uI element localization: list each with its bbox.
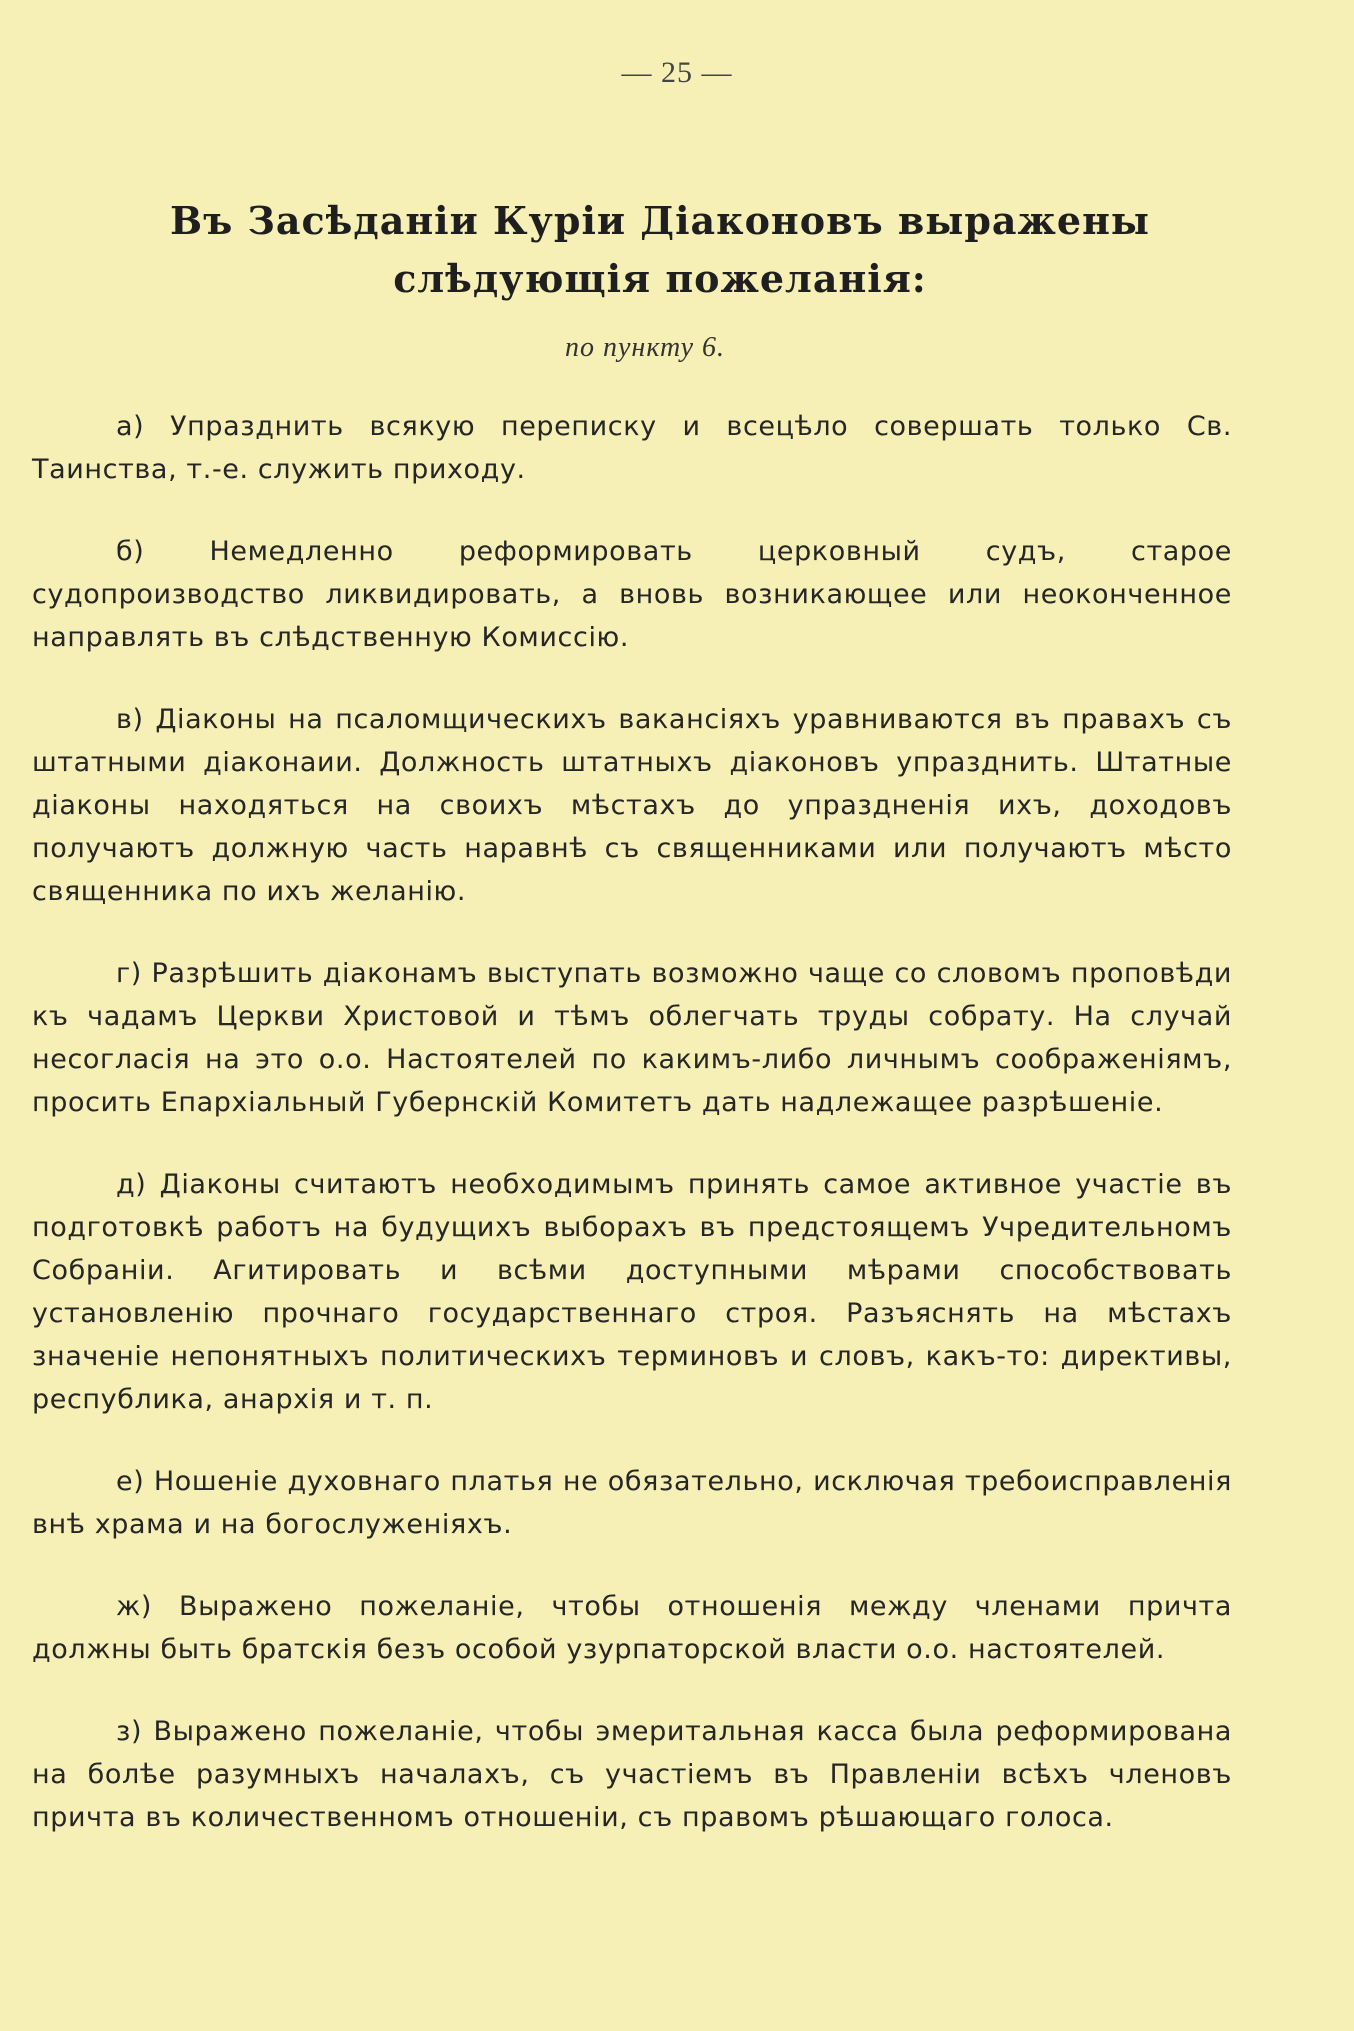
document-title xyxy=(60,192,1260,308)
resolution-item-z: з) Выражено пожеланіе, чтобы эмеритальная касса была реформирована на болѣе разумныхъ началахъ, съ участіемъ въ Правленіи всѣхъ членовъ причта въ количественномъ отношеніи, съ правомъ рѣшающаго голоса. xyxy=(32,1716,1232,1833)
resolution-item-e: е) Ношеніе духовнаго платья не обязательно, исключая требоисправленія внѣ храма и на богослуженіяхъ. xyxy=(32,1466,1232,1540)
resolution-item-v: в) Діаконы на псаломщическихъ вакансіяхъ уравниваются въ правахъ съ штатными діаконаии. Должность штатныхъ діаконовъ упразднить. Штатные діаконы находяться на своихъ мѣстахъ до упраздненія ихъ, доходовъ получаютъ должную часть наравнѣ съ священниками или получаютъ мѣсто священника по ихъ желанію. xyxy=(32,704,1232,907)
resolution-item-b: б) Немедленно реформировать церковный судъ, старое судопроизводство ликвидировать, а вновь возникающее или неоконченное направлять въ слѣдственную Комиссію. xyxy=(32,536,1232,653)
resolutions-list xyxy=(32,405,1232,1878)
section-subtitle: по пункту 6. xyxy=(565,332,725,363)
resolution-item-g: г) Разрѣшить діаконамъ выступать возможно чаще со словомъ проповѣди къ чадамъ Церкви Христовой и тѣмъ облегчать труды собрату. На случай несогласія на это о.о. Настоятелей по какимъ-либо личнымъ соображеніямъ, просить Епархіальный Губернскій Комитетъ дать надлежащее разрѣшеніе. xyxy=(32,958,1232,1118)
title-line-1: Въ Засѣданіи Куріи Діаконовъ выражены xyxy=(169,198,1151,243)
resolution-item-a: а) Упразднить всякую переписку и всецѣло совершать только Св. Таинства, т.-е. служить приходу. xyxy=(32,411,1232,485)
page-number: — 25 — xyxy=(621,56,733,89)
resolution-item-d: д) Діаконы считаютъ необходимымъ принять самое активное участіе въ подготовкѣ работъ на будущихъ выборахъ въ предстоящемъ Учредительномъ Собраніи. Агитировать и всѣми доступными мѣрами способствовать установленію прочнаго государственнаго строя. Разъяснять на мѣстахъ значеніе непонятныхъ политическихъ терминовъ и словъ, какъ-то: директивы, республика, анархія и т. п. xyxy=(32,1169,1232,1415)
resolution-item-zh: ж) Выражено пожеланіе, чтобы отношенія между членами причта должны быть братскія безъ особой узурпаторской власти о.о. настоятелей. xyxy=(32,1591,1232,1665)
title-line-2: слѣдующія пожеланія: xyxy=(393,256,927,301)
